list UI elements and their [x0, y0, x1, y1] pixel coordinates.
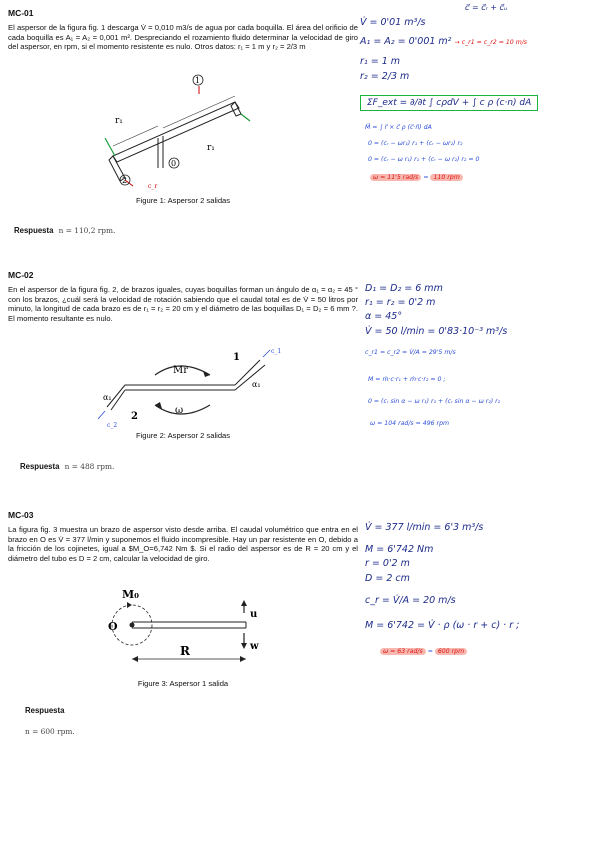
problem-2: [8, 270, 358, 323]
answer-1: [14, 226, 115, 235]
label-c1: c_1: [271, 348, 282, 355]
note-r2: r₂ = 2/3 m: [360, 71, 410, 82]
label-m0: M₀: [122, 588, 139, 601]
label-outlet-2: 2: [122, 176, 128, 185]
label-outlet-1: 1: [233, 352, 240, 363]
figure-2-sprinkler: [95, 345, 285, 430]
answer-label: Respuesta: [20, 462, 60, 471]
figure-1-sprinkler: [85, 68, 255, 193]
answer-3-value: [25, 727, 75, 736]
figure-3-sprinkler: [98, 585, 278, 675]
answer-label: Respuesta: [25, 706, 65, 715]
label-alpha-left: α₁: [103, 393, 112, 402]
answer-value: n = 488 rpm.: [64, 462, 115, 471]
note-result-3: ω = 63 rad/s = 600 rpm: [380, 648, 467, 655]
answer-2: [20, 462, 114, 471]
note-moment: M = ṁ·c·r₁ + ṁ·c·r₂ = 0 ;: [368, 376, 446, 383]
problem-title: MC-03: [8, 510, 34, 520]
label-alpha-right: α₁: [252, 380, 261, 389]
note-result-2: ω = 104 rad/s = 496 rpm: [370, 420, 450, 427]
note-result-1: ω = 11'5 rad/s = 110 rpm: [370, 174, 463, 181]
note-radius: r = 0'2 m: [365, 558, 410, 569]
note-equation: M = 6'742 = V̇ · ρ (ω · r + c) · r ;: [365, 620, 520, 631]
answer-3-label: [25, 706, 67, 715]
note-flow: V̇ = 0'01 m³/s: [360, 17, 426, 28]
problem-1: [8, 8, 358, 52]
label-u: u: [250, 609, 258, 620]
note-eq-b: 0 = (cᵣ − ω r₁) r₁ + (cᵣ − ω r₂) r₂ = 0: [368, 156, 480, 163]
label-o: O: [108, 620, 118, 633]
label-omega: ω: [175, 405, 184, 416]
note-diameters: D₁ = D₂ = 6 mm: [365, 283, 443, 294]
problem-title: MC-01: [8, 8, 34, 18]
note-moment: M = 6'742 Nm: [365, 544, 434, 555]
note-angle: α = 45°: [365, 311, 403, 322]
problem-statement: En el aspersor de la figura fig. 2, de brazos iguales, cuyas boquillas forman un ángulo de α₁ = α₂ = 45 ° con los brazos, ¿cuál será la velocidad de rotación sabiendo que el caudal total es de V̇ = 50 litros por minuto, la longitud de cada brazo es de r₁ = r₂ = 20 cm y el diámetro de las boquillas D₁ = D₂ = 6 mm ?. El momento resultante es nulo.: [8, 285, 358, 323]
note-flow: V̇ = 377 l/min = 6'3 m³/s: [365, 522, 484, 533]
label-cr: c_r: [148, 183, 158, 190]
problem-3: [8, 510, 358, 563]
label-r: R: [180, 644, 190, 658]
note-eq-a: 0 = (cᵣ − ωr₁) r₁ + (cᵣ − ωr₂) r₂: [368, 140, 463, 147]
note-vector-sum: c⃗ = c⃗ᵣ + c⃗ᵤ: [465, 3, 508, 12]
label-r1-right: r₁: [207, 143, 215, 153]
note-radii: r₁ = r₂ = 0'2 m: [365, 297, 436, 308]
answer-value: n = 600 rpm.: [25, 727, 75, 736]
note-flow: V̇ = 50 l/min = 0'83·10⁻³ m³/s: [365, 326, 508, 337]
problem-statement: La figura fig. 3 muestra un brazo de aspersor visto desde arriba. El caudal volumétrico que entra en el brazo en O es V̇ = 377 l/min y suponemos el fluido incompresible. Hay un par resistente en O, debido a la fricción de los cojinetes, igual a $M_O=6,742 Nm $. Si el radio del aspersor es de R = 20 cm y el diámetro del tubo es D = 2 cm, calcular la velocidad de giro.: [8, 525, 358, 563]
figure-2-caption: Figure 2: Aspersor 2 salidas: [135, 431, 231, 440]
label-w: w: [250, 641, 259, 652]
label-r1-left: r₁: [115, 116, 123, 126]
answer-label: Respuesta: [14, 226, 54, 235]
note-equation: 0 = (cᵣ sin α − ω r₁) r₁ + (cᵣ sin α − ω r₂) r₂: [368, 398, 501, 405]
label-c2: c_2: [107, 422, 118, 429]
figure-1-caption: Figure 1: Aspersor 2 salidas: [135, 196, 231, 205]
note-moment: M⃗ = ∫ r⃗ × c⃗ ρ (c⃗·n⃗) dA: [365, 124, 432, 131]
label-outlet-2: 2: [131, 411, 138, 422]
note-momentum-equation: ΣF_ext = ∂/∂t ∫ cρdV + ∫ c ρ (c·n) dA: [360, 95, 538, 111]
label-mr: Mr: [173, 365, 189, 376]
note-diameter: D = 2 cm: [365, 573, 410, 584]
problem-title: MC-02: [8, 270, 34, 280]
figure-3-caption: Figure 3: Aspersor 1 salida: [137, 679, 229, 688]
problem-statement: El aspersor de la figura fig. 1 descarga V̇ = 0,010 m3/s de agua por cada boquilla. El área del orificio de cada boquilla es A₁ = A₂ = 0,001 m². Despreciando el rozamiento fluido determinar la velocidad de giro del aspersor, en rpm, si el momento resistente es nulo. Otros datos: r₁ = 1 m y r₂ = 2/3 m: [8, 23, 358, 52]
label-outlet-1: 1: [195, 76, 201, 85]
note-velocity: c_r1 = c_r2 = V̇/A = 29'5 m/s: [365, 349, 456, 356]
note-areas: A₁ = A₂ = 0'001 m² → c_r1 = c_r2 = 10 m/s: [360, 36, 528, 47]
note-r1: r₁ = 1 m: [360, 56, 401, 67]
answer-value: n = 110,2 rpm.: [58, 226, 116, 235]
label-origin-0: 0: [171, 159, 177, 168]
note-velocity: c_r = V̇/A = 20 m/s: [365, 595, 456, 606]
